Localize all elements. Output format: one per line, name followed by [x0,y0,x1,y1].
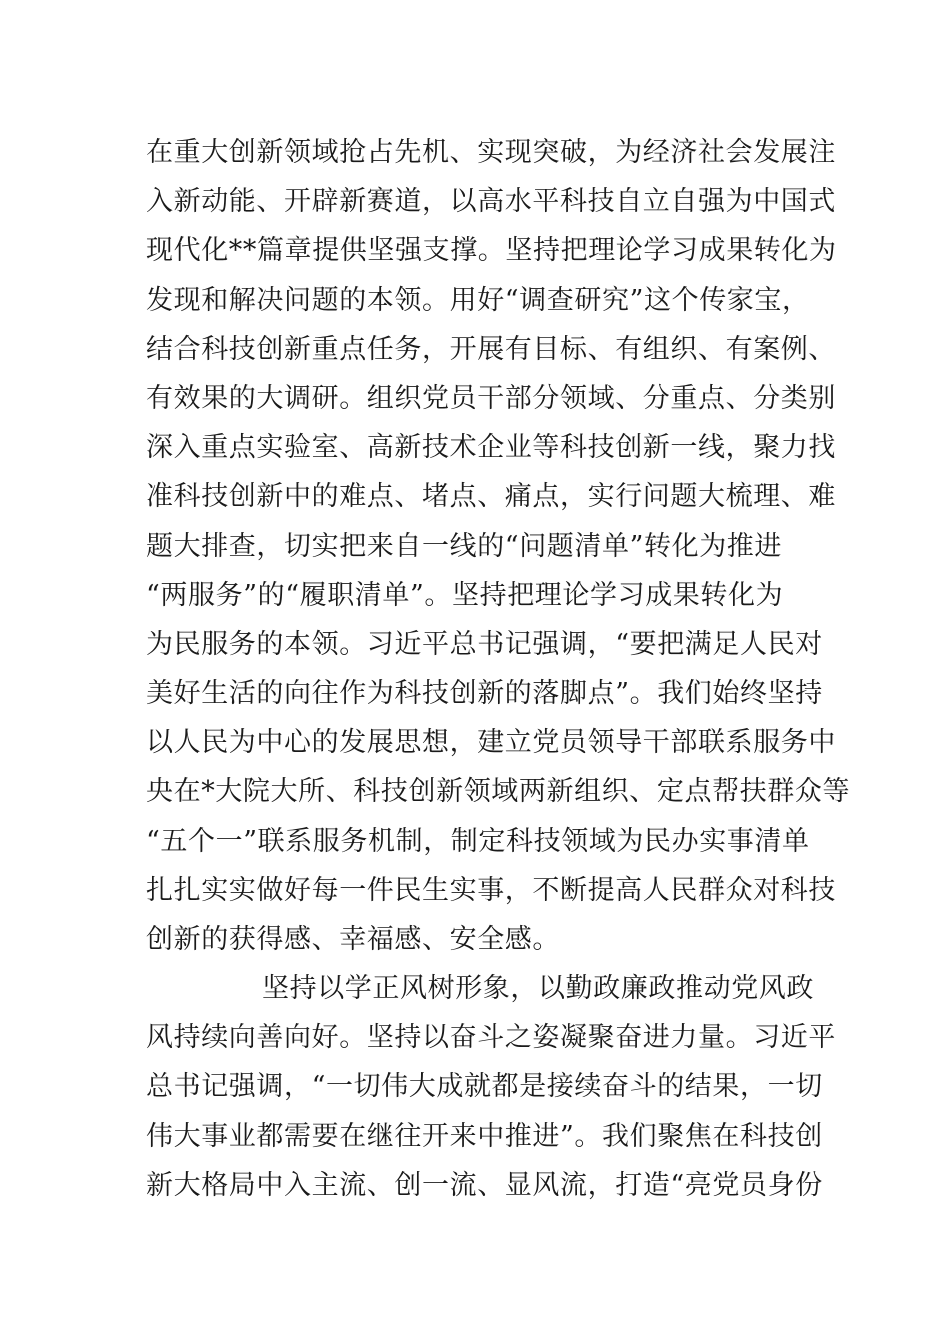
paragraph-1-line: “五个一”联系服务机制，制定科技领域为民办实事清单 [146,825,810,857]
paragraph-1-line: 深入重点实验室、高新技术企业等科技创新一线，聚力找 [146,432,836,464]
paragraph-1-line: 结合科技创新重点任务，开展有目标、有组织、有案例、 [146,333,836,365]
paragraph-1-line: “两服务”的“履职清单”。坚持把理论学习成果转化为 [146,579,784,611]
paragraph-1-line: 发现和解决问题的本领。用好“调查研究”这个传家宝， [146,284,810,316]
paragraph-1-line: 在重大创新领域抢占先机、实现突破，为经济社会发展注 [146,137,836,168]
paragraph-2-line: 伟大事业都需要在继往开来中推进”。我们聚焦在科技创 [146,1120,823,1152]
paragraph-2-line: 坚持以学正风树形象，以勤政廉政推动党风政 [262,973,814,1004]
paragraph-1-line: 为民服务的本领。习近平总书记强调，“要把满足人民对 [146,628,823,660]
paragraph-1-line: 准科技创新中的难点、堵点、痛点，实行问题大梳理、难 [146,481,836,513]
paragraph-1-line: 央在*大院大所、科技创新领域两新组织、定点帮扶群众等 [146,776,851,808]
paragraph-2-line: 总书记强调，“一切伟大成就都是接续奋斗的结果，一切 [146,1071,823,1103]
paragraph-2-line: 风持续向善向好。坚持以奋斗之姿凝聚奋进力量。习近平 [146,1022,836,1054]
paragraph-1-line: 以人民为中心的发展思想，建立党员领导干部联系服务中 [146,727,836,759]
paragraph-1-line: 有效果的大调研。组织党员干部分领域、分重点、分类别 [146,382,836,414]
paragraph-2 [146,964,836,1210]
paragraph-1-line: 现代化**篇章提供坚强支撑。坚持把理论学习成果转化为 [146,235,837,267]
paragraph-1-line: 扎扎实实做好每一件民生实事，不断提高人民群众对科技 [146,874,836,906]
paragraph-1-line: 美好生活的向往作为科技创新的落脚点”。我们始终坚持 [146,678,823,710]
paragraph-1 [146,128,851,964]
paragraph-1-line: 题大排查，切实把来自一线的“问题清单”转化为推进 [146,530,783,562]
paragraph-2-line: 新大格局中入主流、创一流、显风流，打造“亮党员身份 [146,1169,823,1201]
paragraph-1-line: 入新动能、开辟新赛道，以高水平科技自立自强为中国式 [146,186,836,218]
paragraph-1-line: 创新的获得感、幸福感、安全感。 [146,924,560,955]
